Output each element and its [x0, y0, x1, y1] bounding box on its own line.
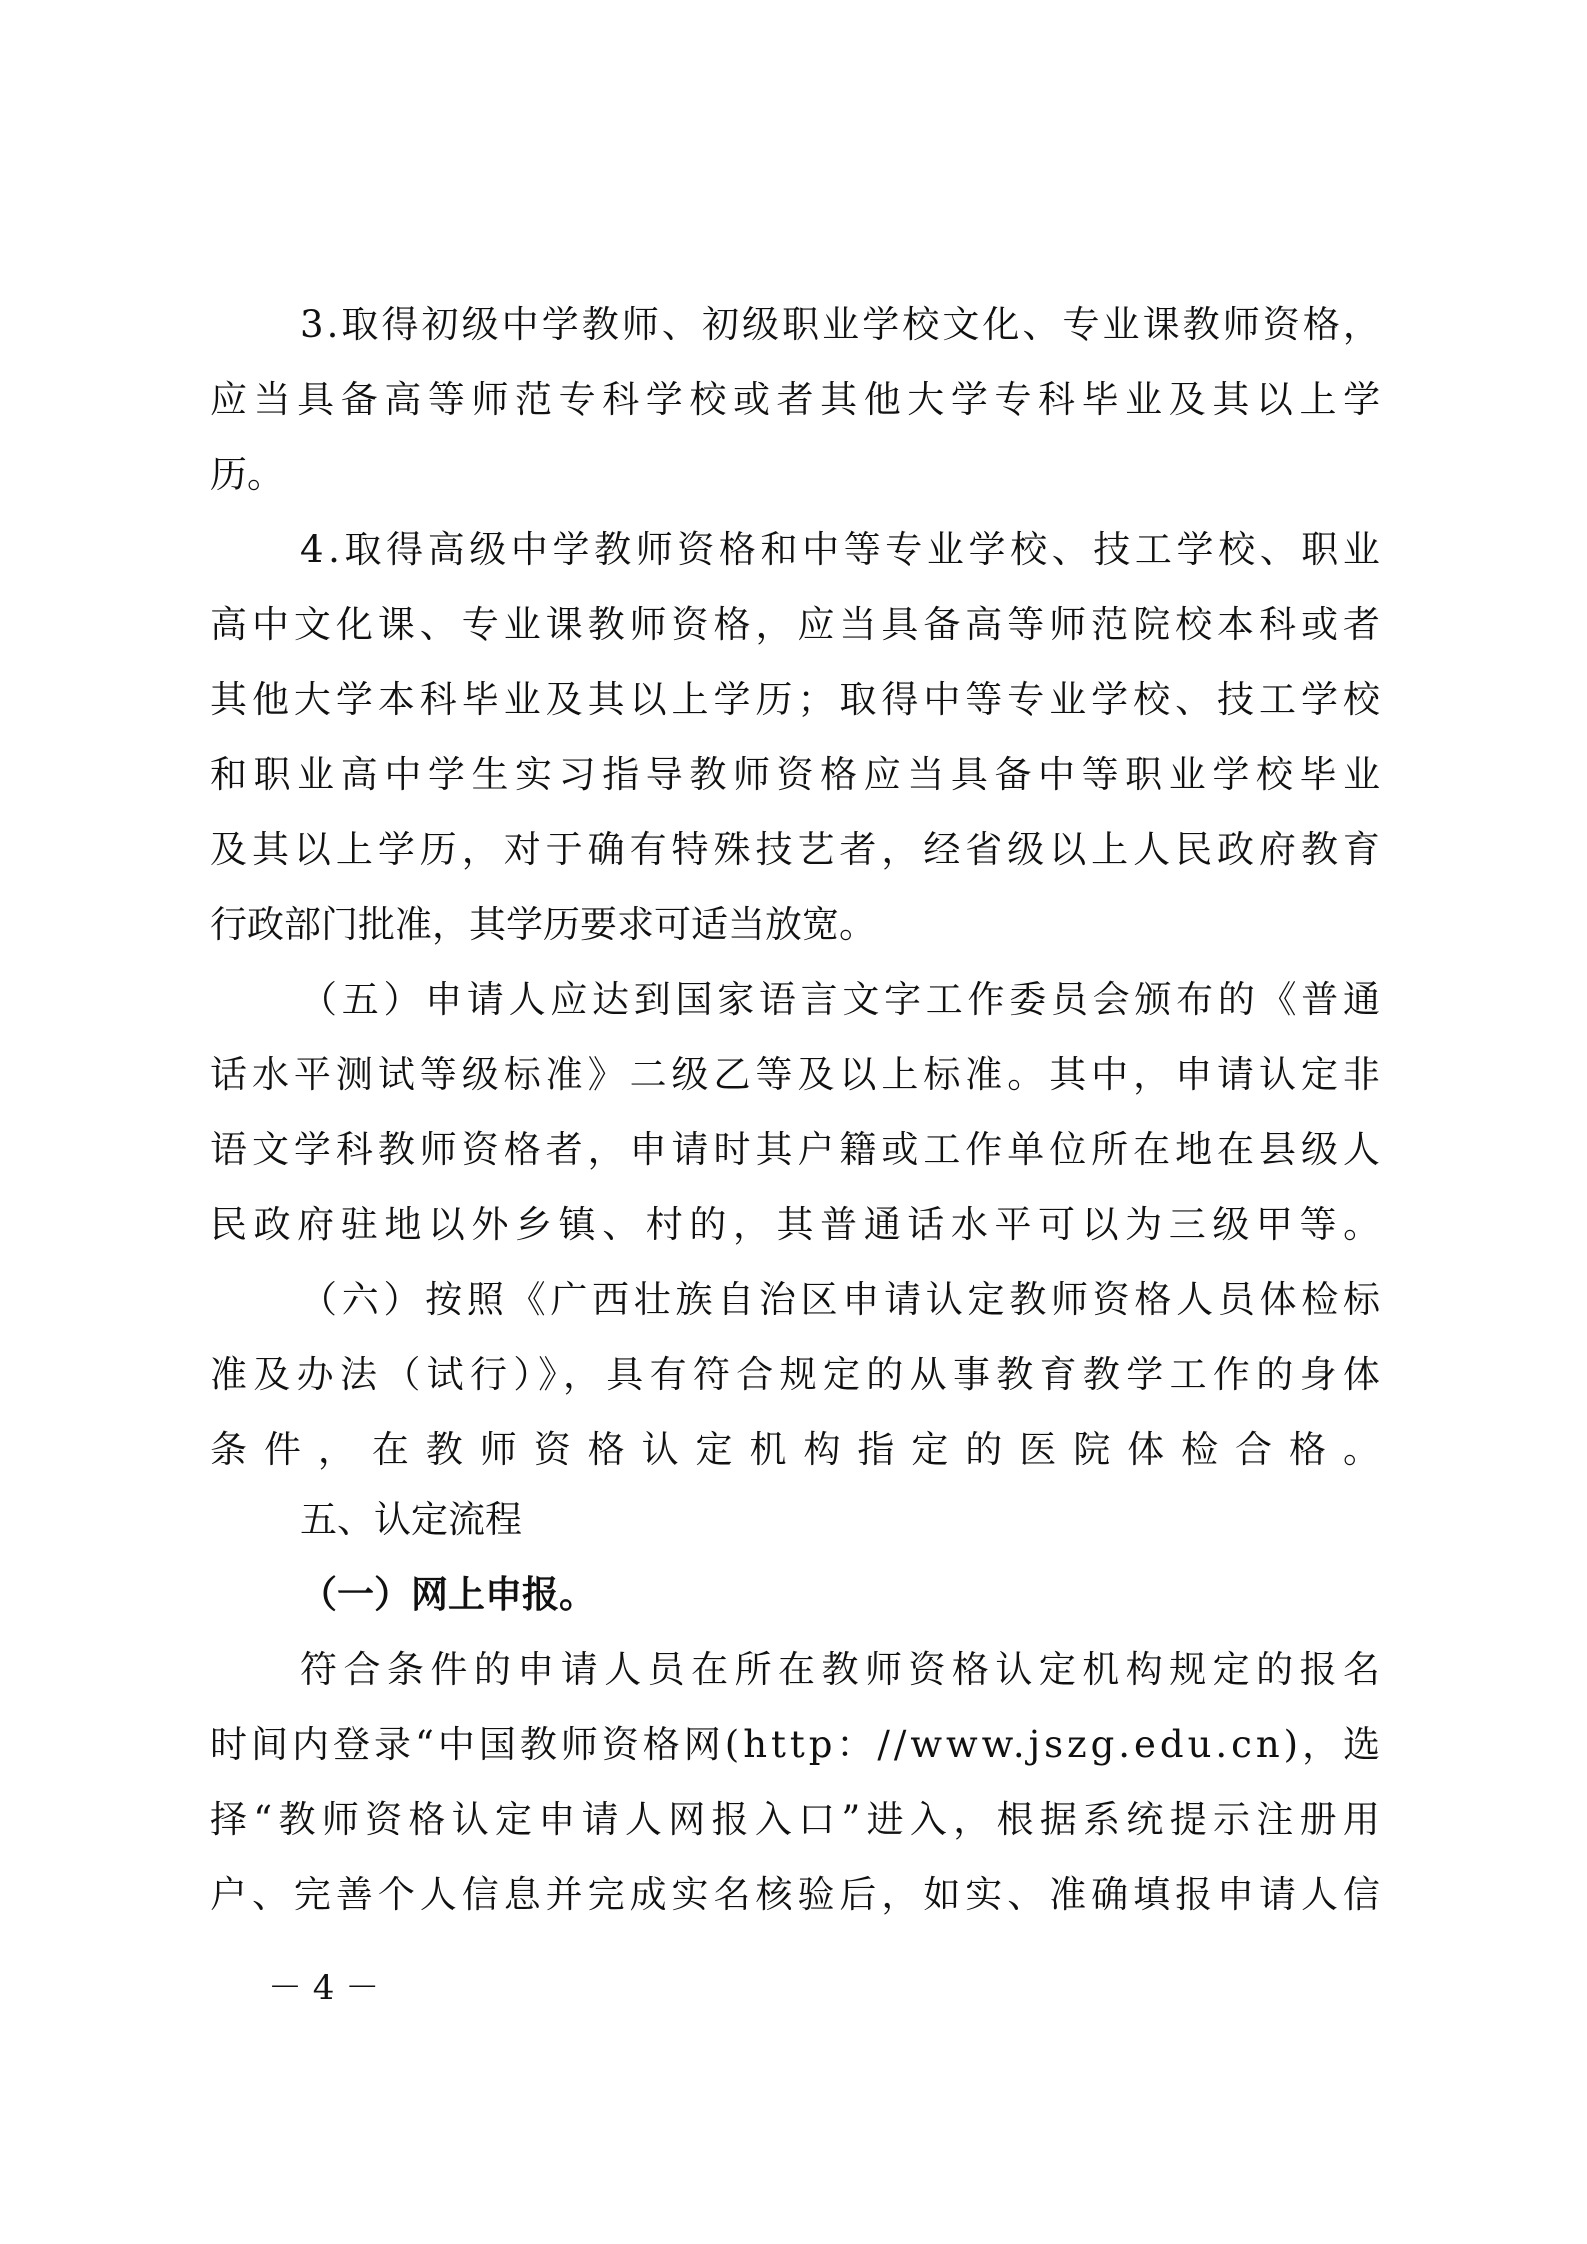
paragraph-line [0, 285, 1587, 365]
paragraph-line [0, 435, 1587, 515]
line-text: 3.取得初级中学教师、初级职业学校文化、专业课教师资格， [300, 303, 1383, 346]
paragraph-line [0, 810, 1587, 890]
paragraph-line [0, 960, 1587, 1040]
line-text: 及其以上学历，对于确有特殊技艺者，经省级以上人民政府教育 [210, 828, 1385, 871]
paragraph-line [0, 510, 1587, 590]
line-text: 语文学科教师资格者，申请时其户籍或工作单位所在地在县级人 [210, 1128, 1385, 1171]
line-text: 时间内登录“中国教师资格网(http：//www.jszg.edu.cn)，选 [210, 1723, 1385, 1766]
paragraph-line [0, 1410, 1587, 1490]
page-number: － 4 － [268, 1968, 380, 2008]
line-text: 其他大学本科毕业及其以上学历；取得中等专业学校、技工学校 [210, 678, 1385, 721]
line-text: 择“教师资格认定申请人网报入口”进入，根据系统提示注册用 [210, 1798, 1387, 1841]
line-text: 历。 [210, 453, 284, 496]
section-heading [0, 1480, 1587, 1560]
paragraph-line [0, 1780, 1587, 1860]
line-text: 准及办法（试行）》，具有符合规定的从事教育教学工作的身体 [210, 1353, 1387, 1396]
paragraph-line [0, 1185, 1587, 1265]
paragraph-line [0, 1705, 1587, 1785]
line-text: 高中文化课、专业课教师资格，应当具备高等师范院校本科或者 [210, 603, 1385, 646]
subsection-heading-text: （一）网上申报。 [300, 1573, 596, 1616]
line-text: 户、完善个人信息并完成实名核验后，如实、准确填报申请人信 [210, 1873, 1385, 1916]
line-text: （六）按照《广西壮族自治区申请认定教师资格人员体检标 [300, 1278, 1385, 1321]
line-text: 话水平测试等级标准》二级乙等及以上标准。其中，申请认定非 [210, 1053, 1385, 1096]
paragraph-line [0, 885, 1587, 965]
paragraph-line [0, 1260, 1587, 1340]
paragraph-line [0, 1335, 1587, 1415]
line-text: 符合条件的申请人员在所在教师资格认定机构规定的报名 [300, 1648, 1387, 1691]
paragraph-line [0, 360, 1587, 440]
paragraph-line [0, 1110, 1587, 1190]
line-text: 4.取得高级中学教师资格和中等专业学校、技工学校、职业 [300, 528, 1385, 571]
subsection-heading [0, 1555, 1587, 1635]
paragraph-line [0, 1630, 1587, 1710]
line-text: 和职业高中学生实习指导教师资格应当具备中等职业学校毕业 [210, 753, 1387, 796]
line-text: （五）申请人应达到国家语言文字工作委员会颁布的《普通 [300, 978, 1385, 1021]
line-text: 应当具备高等师范专科学校或者其他大学专科毕业及其以上学 [210, 378, 1387, 421]
paragraph-line [0, 1855, 1587, 1935]
paragraph-line [0, 585, 1587, 665]
section-heading-text: 五、认定流程 [300, 1498, 522, 1541]
line-text: 行政部门批准，其学历要求可适当放宽。 [210, 903, 876, 946]
paragraph-line [0, 660, 1587, 740]
paragraph-line [0, 1035, 1587, 1115]
paragraph-line [0, 735, 1587, 815]
line-text: 民政府驻地以外乡镇、村的，其普通话水平可以为三级甲等。 [210, 1203, 1387, 1246]
line-text: 条件，在教师资格认定机构指定的医院体检合格。 [210, 1428, 1397, 1471]
